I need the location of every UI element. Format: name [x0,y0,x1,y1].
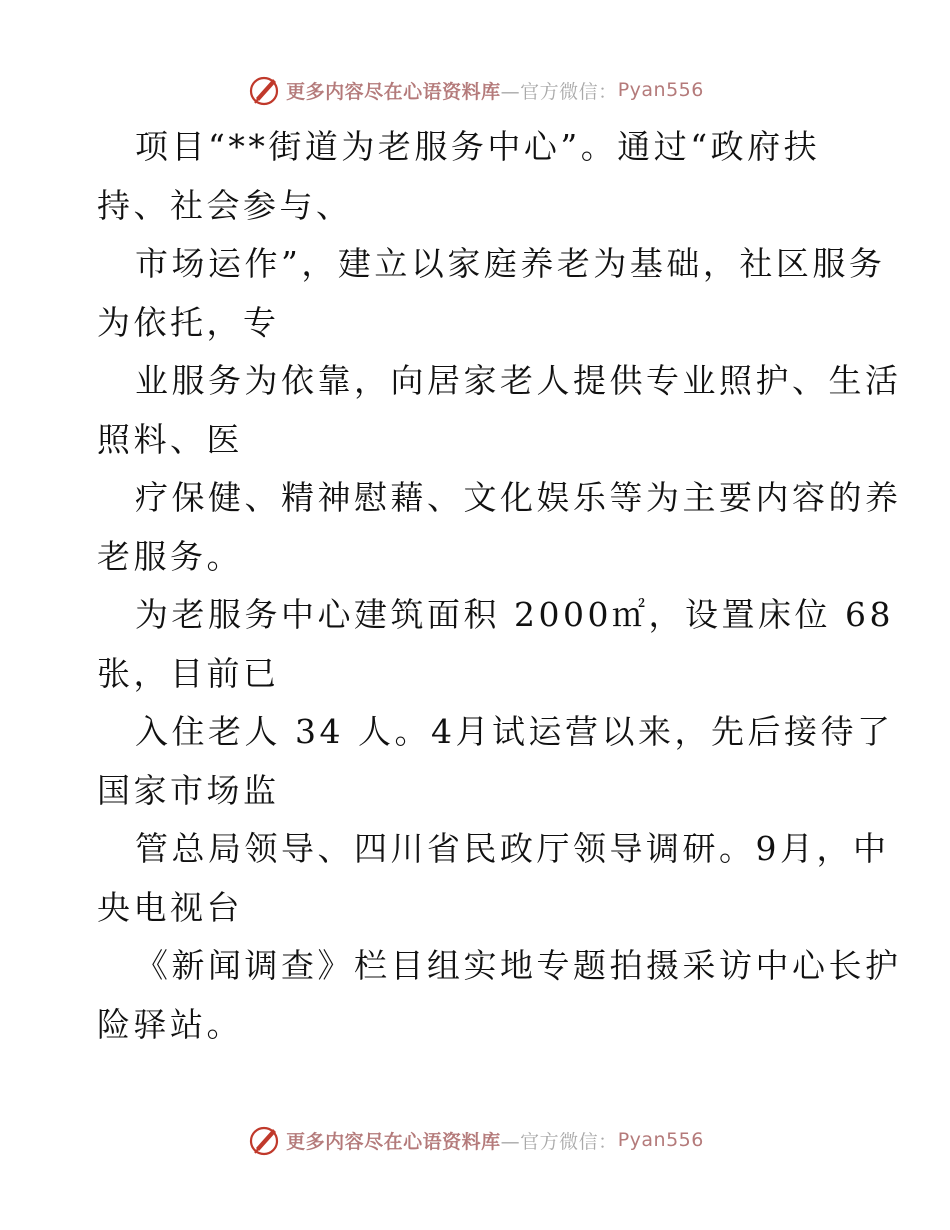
paragraph-line: 《新闻调查》栏目组实地专题拍摄采访中心长护 [135,946,902,985]
paragraph-line: 入住老人 34 人。4月试运营以来，先后接待了 [135,712,894,751]
paragraph-line: 持、社会参与、 [97,185,353,225]
banner-wechat-label: —官方微信： [500,80,618,103]
banner-title: 更多内容尽在心语资料库 [286,80,501,103]
paragraph-line: 国家市场监 [97,770,280,810]
document-body [97,118,902,1054]
banner-title: 更多内容尽在心语资料库 [286,1130,501,1153]
footer-banner [0,1120,950,1160]
banner-wechat-id: Pyan556 [617,79,704,101]
paragraph-line: 市场运作”，建立以家庭养老为基础，社区服务 [135,244,886,283]
paragraph-line: 为依托，专 [97,302,280,342]
paragraph-line: 为老服务中心建筑面积 2000㎡，设置床位 68 [135,595,894,634]
quill-pen-logo-icon [246,1122,282,1158]
paragraph-line: 险驿站。 [97,1004,243,1044]
paragraph-line: 疗保健、精神慰藉、文化娱乐等为主要内容的养 [135,478,902,517]
banner-wechat-id: Pyan556 [617,1129,704,1151]
paragraph-line: 照料、医 [97,419,243,459]
paragraph-line: 管总局领导、四川省民政厅领导调研。9月，中 [135,829,890,868]
header-banner [0,70,950,110]
paragraph-line: 老服务。 [97,536,243,576]
paragraph-line: 业服务为依靠，向居家老人提供专业照护、生活 [135,361,902,400]
paragraph-line: 项目“**街道为老服务中心”。通过“政府扶 [135,127,821,166]
paragraph-line: 张，目前已 [97,653,280,693]
banner-wechat-label: —官方微信： [500,1130,618,1153]
quill-pen-logo-icon [246,72,282,108]
paragraph-line: 央电视台 [97,887,243,927]
